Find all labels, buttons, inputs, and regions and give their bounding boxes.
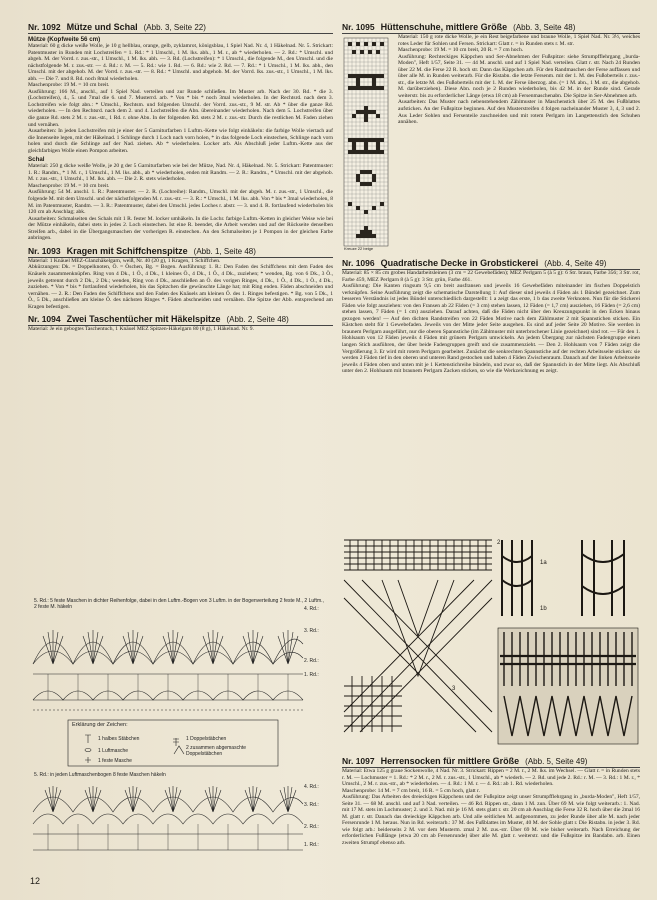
legend-item: 1 feste Masche: [98, 758, 132, 764]
page-number: 12: [30, 876, 41, 886]
heading-1095: [342, 22, 640, 34]
pattern-number: Nr. 1096: [342, 258, 375, 268]
subheading-muetze: Mütze (Kopfweite 56 cm): [28, 36, 101, 43]
paragraph: Ausarbeiten: Schmalseiten des Schals mit 1 R. fester M. locker umhäkeln. In die Lochr. farbige Luftm.-Ketten in gleicher Weise wie bei der Mütze einhäkeln, dabei stets in jedes 2. Loch einstechen. Ist eine R. beendet, die Arbeit wenden und auf der Rückseite denselben Streifen arb., dabei in die Übergangsmaschen der vorherigen R. einstechen. An den Schmalseiten je 1 Pompon in der gleichen Farbe anbringen.: [28, 215, 333, 242]
knot-diagram-1a: [502, 540, 624, 616]
row-label: 3. Rd.:: [304, 628, 319, 634]
row-label: 3. Rd.:: [304, 802, 319, 808]
paragraph: Ausarbeiten: Das Muster nach nebenstehendem Zählmuster in Maschenstich über 25 M. des Fußblattes aufsticken. An der Fußspitze beginnen. Auf den Musterstreifen 4 folgen nacheinander Muster 3, 4, 3 und 2. Aus Leder Sohlen und Fersenteile zuschneiden und mit rotem Perlgarn im Langettenstich den Schuhen annähen.: [398, 99, 640, 126]
paragraph: Material: Je ein gebogtes Taschentuch, 1 Knäuel MEZ Spitzen-Häkelgarn 80 (8 g), 1 Häkelnad. Nr. 9.: [28, 326, 254, 333]
row-label: 4. Rd.:: [304, 784, 319, 790]
chart-key: Kreuze 22 beige: [344, 246, 374, 251]
row-label: 1. Rd.:: [304, 672, 319, 678]
paragraph: Maschenprobe: 19 M. = 10 cm breit, 20 R. = 7 cm hoch.: [398, 47, 524, 54]
legend-item: 1 Luftmasche: [98, 748, 129, 754]
paragraph: Material: 150 g rote dicke Wolle, je ein Rest beigefarbene und braune Wolle, 1 Spiel Nad. Nr. 3½, weiches rotes Leder für Sohlen und Fersen. Strickart: Glatt r. = in Runden stets r. M. str.: [398, 34, 640, 47]
s1095-text: [398, 34, 640, 254]
paragraph: Material: 85 × 85 cm grobes Handarbeitsleinen (3 cm = 22 Gewebefäden); MEZ Perlgarn 5 (à 5 g): 6 Str. braun, Farbe 356; 3 Str. rot, Farbe 459, MEZ Perlgarn 8 (à 5 g): 3 Str. grün, Farbe 461.: [342, 270, 640, 283]
pattern-number: Nr. 1094: [28, 314, 61, 325]
paragraph: Material: 250 g dicke weiße Wolle, je 20 g der 5 Garniturfarben wie bei der Mütze, Nad. Nr. 4, Häkelnad. Nr. 5. Strickart: Patentmuster: 1. R.: Randm., * 1 M. r., 1 Umschl., 1 M. lks. abh., ab * wiederholen, enden mit Randm. — 2. R.: Randm., * Umschl. mit der abgehob. M. r. zus.-str., 1 Umschl., 1 M. lks. abh. — Die 2. R. stets wiederholen.: [28, 163, 333, 183]
pattern-reference: (Abb. 2, Seite 48): [226, 315, 289, 325]
pattern-number: Nr. 1093: [28, 245, 61, 256]
pattern-number: Nr. 1092: [28, 22, 61, 32]
row-label: 1. Rd.:: [304, 842, 319, 848]
pattern-number: Nr. 1097: [342, 756, 375, 766]
paragraph: Material: 1 Knäuel MEZ-Glanzhäkelgarn, weiß, Nr. 40 (20 g), 1 Kragen, 1 Schiffchen.: [28, 257, 221, 264]
embroidery-figure: [342, 536, 640, 748]
heading-1096: [342, 258, 640, 270]
paragraph: Abkürzungen: Dk. = Doppelknoten, Ö. = Öschen, Bg. = Bogen. Ausführung: 1. R.: Den Faden des Schiffchens mit dem Faden des Knäuels zusammenknüpfen. Ring von 4 Dk., 1 Ö., 4 Dk., 1 kleines Ö., 4 Dk., 1 Ö., 4 Dk., zuziehen; * wenden, Bg. von 6 Dk., 3 Ö., jeweils getrennt durch 2 Dk., 2 Dk.; wenden, Ring von 4 Dk., anschließen an Ö. des vorigen Ringes, 4 Dk., 1 Ö., 4 Dk., 1 Ö., 4 Dk., zuziehen. * Von * bis * fortlaufend wiederholen, bis das Spitzchen die gewünschte Länge hat; mit Ring enden. Fäden abschneiden und vernähen. — 2. R.: Den Faden des Schiffchens und den Faden des Knäuels am kleinen Ö. des 1. Ringes befestigen. * Bg. von 5 Dk., 1 Ö., 5 Dk., anschließen am kleine Ö. des nächsten Ringes *. Fäden abschneiden und vernähen. Die Spitze der Abb. entsprechend am Kragen befestigen.: [28, 264, 333, 310]
paragraph: Ausführung: 166 M., anschl., auf 1 Spiel Nad. verteilen und zur Runde schließen. Im Muster arb. Nach der 30. Rd. * die 3. (Lochstreifen), 4., 5. und 7mal die 6. und 7. Musterrd. arb. * Von * bis * noch 3mal wiederholen. In der Rechtsrd. nach dem 3. Lochstreifen wie folgt abn.: * Umschl., Rechtsm. und folgenden Umschl. der Vorrd. zus.-str., 9 M. str. Ab * über die ganze Rd. wiederholen. — In den Rechtsrd. nach dem 2. und 4. Lochstreifen die Abn. übereinander wiederholen. Nach dem 5. Lochstreifen über die ganze Rd. stets 2 M. r. zus.-str., 1 Rd. r. ohne Abn. In der folgenden Rd. stets 2 M. r. zus.-str. Durch die restlichen M. Faden ziehen und vernähen.: [28, 88, 333, 128]
right-column-bottom: [342, 752, 640, 847]
crochet-chart-svg: [28, 598, 333, 868]
embroidery-svg: [342, 536, 640, 748]
diagram-caption-top: 5. Rd.: 5 feste Maschen in dichter Reihenfolge, dabei in den Luftm.-Bogen von 3 Luftm. in der Bogenverteilung 2 feste M., 2 Luftm., 2 feste M. häkeln: [34, 598, 324, 610]
pattern-title: Herrensocken für mittlere Größe: [380, 756, 520, 766]
paragraph: Maschenprobe: 14 M. = 7 cm breit, 16 R. = 5 cm hoch, glatt r.: [342, 787, 480, 794]
row-label: 2. Rd.:: [304, 658, 319, 664]
paragraph: Ausarbeiten: In jeden Lochstreifen mit je einer der 5 Garniturfarben 1 Luftm.-Kette wie folgt einhäkeln: die farbige Wolle viertach auf die Innenseite legen, mit der Häkelnad. 1 Schlinge durch 1 Loch nach vorn holen, * in das folgende Loch einstechen, Schlinge nach vorn holen und durch die Schlinge auf der Nad. ziehen. Ab * wiederholen. Locker arb. Als Abschluß jeder Luftm.-Kette aus der gleichfarbigen Wolle einen Pompon arbeiten.: [28, 128, 333, 154]
right-column: [342, 18, 640, 375]
legend-title: Erklärung der Zeichen:: [72, 722, 128, 728]
heading-1093: [28, 246, 333, 258]
legend-item: 2 zusammen abgemaschte Doppelstäbchen: [186, 745, 247, 757]
pattern-reference: (Abb. 1, Seite 48): [193, 246, 256, 256]
crochet-edging-top: [33, 630, 303, 710]
pattern-reference: (Abb. 3, Seite 48): [513, 23, 576, 32]
pattern-title: Mütze und Schal: [66, 22, 138, 32]
pattern-number: Nr. 1095: [342, 22, 375, 32]
paragraph: Maschenprobe: 19 M. = 10 cm breit.: [28, 82, 110, 89]
figure-label: 3: [452, 686, 456, 692]
heading-1097: [342, 756, 640, 768]
legend-item: 1 halbes Stäbchen: [98, 736, 140, 742]
figure-label: 1a: [540, 560, 547, 566]
row-label: 4. Rd.:: [304, 606, 319, 612]
heading-1094: [28, 314, 333, 326]
paragraph: Ausführung: Die Kanten ringsum 9,5 cm breit ausfransen und jeweils 16 Gewebefäden miteinander im fischen Doppelstich verknüpfen. Seine Ausführung zeigt die schematische Darstellung 1: Auf dieser sind jeweils 4 Fäden als 1 Bündel gezeichnet. Zum besseren Verständnis ist jedes Bündel unterschiedlich dargestellt: 1 a zeigt das erste, 1 b das zweite Verknoten. Nun für die Stickerei Fäden wie folgt ausziehen: von den Fransen ab 22 Fäden (= 3 cm) stehen lassen, 12 Fäden (= 1,7 cm) ausziehen, 16 Fäden (= 2,6 cm) stehen lassen, 7 Fäden (= 1 cm) ausziehen. Darauf achten, daß die Fäden nicht über den Kreuzungspunkt in den Ecken hinaus gezogen werden! — Auf den dichten Randstreifen von 22 Fäden Motive nach dem Zählmuster 2 mit Spannstichen sticken. Ein Kästchen steht für 1 Gewebefaden. Jeweils von der Mitte jeder Seite ausgehen. Es sind auf jeder Seite 20 Motive. Sie werden in braunem Perlgarn ausgeführt, nur die oberen Spannstiche (im Zählmuster mit unterbrochener Linie gezeichnet) sind rot. — Für den 1. Hohlsaum von 12 Fäden jeweils 4 Fäden mit grünem Perlgarn umwickeln. An jedem Übergang zur nächsten Fadengruppe einen langen Stich ausführen, der über beide Fadengruppen greift und sie zusammenzieht. — Den 2. Hohlsaum von 7 Fäden zeigt die Vergrößerung 3. Er wird mit rotem Perlgarn gearbeitet. Zunächst die senkrechten Spannstiche auf der rechten Arbeitsseite sticken: sie werden 2 Fäden tief in den oberen und unteren Rand gestochen und haben 4 Fäden Zwischenraum. Danach auf der linken Arbeitsseite jeweils 4 Fäden oben und unten mit je 1 Kettenstichreihe bündeln, und zwar so, daß der Spannstich in der Mitte liegt. Als Abschluß unter den 2. Hohlsaum mit braunem Perlgarn Zacken sticken, so wie die Werkzeichnung es zeigt.: [342, 283, 640, 375]
crochet-edging-bottom: [33, 786, 303, 850]
pattern-title: Quadratische Decke in Grobstickerei: [380, 258, 539, 268]
counting-chart: [342, 34, 392, 254]
paragraph: Material: 60 g dicke weiße Wolle, je 10 g hellblau, orange, gelb, zyklamrot, königsblau, 1 Spiel Nad. Nr. 4, 1 Häkelnad. Nr. 5. Strickart: Patentmuster in Runden mit Lochstreifen = 1. Rd.: * 1 Umschl., 1 M. lks. abh., 1 M. r., ab * wiederholen. — 2. Rd.: * Umschl. und abgeh. M. der Vorrd. r. zus.-str., 1 Umschl., 1 M. lks. abh. — 3. Rd. (Lochstreifen): * 1 Umschl., die folgende M., den Umschl. und die nächstfolgende M. r. zus.-str. — 4. Rd.: r. M. — 5. Rd.: wie 1. Rd. — 6. Rd.: wie 2. Rd. — 7. Rd.: * 1 Umschl., 1 M. lks. abh., den Umschl. mit der abgehob. M. der Vorrd. r. zus.-str. — 8. Rd.: * Umschl. und abgehob. M. der Vorrd. lks. zus.-str., 1 Umschl., 1 M. lks. abh. — Die 7. und 8. Rd. noch 8mal wiederholen.: [28, 43, 333, 82]
paragraph: Ausführung: Rechteckiges Käppchen und Ser-Abnehmen der Fußspitze: siehe Strumpfflehrgang „burda-Moden", Heft 1/57, Seite 31. — 44 M. anschl. und auf 1 Spiel Nad. verteilen. Glatt r. str. Nach 24 Runden über 22 M. die Ferse 22 R. hoch str. Dann das Käppchen arb. Für den Randmaschen der Ferse auffassen und über alle M. in Runden weiterarb. Für die Ristabn. die letzte Fersenm. mit der 1. M. des Fußoberteils r. zus.-str., die letzte M. des Fußoberteils mit der 1. M. der Ferse überzog. abn. (= 1 M. abn., 1 M. str., die abgehob. M. darüberziehen). Diese Abn. noch je 2 Runden wiederholen, bis 42 M. in der Runde sind. Gerade weiterstr. bis zu erforderlicher Länge (etwa 18 cm) ab Fersenmaschenabn. Die Spitze in Ser-Abnehmen arb.: [398, 53, 640, 99]
pattern-reference: (Abb. 4, Seite 49): [544, 259, 607, 268]
pattern-reference: (Abb. 5, Seite 49): [525, 757, 588, 766]
crochet-diagram: [28, 598, 333, 868]
pattern-title: Zwei Taschentücher mit Häkelspitze: [66, 314, 221, 325]
figure-label: 2: [497, 540, 501, 546]
subheading-schal: Schal: [28, 156, 45, 164]
drawn-thread-grid: [344, 540, 492, 732]
left-column: [28, 18, 333, 333]
heading-1092: [28, 22, 333, 34]
paragraph: Ausführung: 54 M. anschl. 1. R.: Patentmuster. — 2. R. (Lochreihe): Randm., Umschl. mit der abgeh. M. r. zus.-str., 1 Umschl., die folgende M. mit dem Umschl. und der nächstfolgenden M. r. zus.-str. — 3. R.: * Umschl., 1 M. lks. abh. Von * bis * 3mal wiederholen, 8 M. im Patentmuster, Randm. — 3. R.: Patentmuster, dabei den Umschl. jedes Loches r. abstr. — 3. und 4. R. fortlaufend wiederholen bis 120 cm ab Anschlag; abk.: [28, 189, 333, 216]
paragraph: Ausführung: Das Arbeiten des dreieckigen Käppchens und der Fußspitze zeigt unser Strumpfflehrgang in „burda-Moden", Heft 1/57, Seite 31. — 68 M. anschl. und auf 3 Nad. verteilen. — 46 Rd. Rippen str., dann 1 M. zun. Über 69 M. wie folgt weiterarb.: 1. Nad. mit 17 M. stets im Lochmuster; 2. und 3. Nad. mit je 16 M. stets glatt r. str. 20 cm ab Anschlag die Ferse 32 R. hoch über die 2mal 16 M. glatt r. str. Danach das dreieckige Käppchen arb. Und alle seitlichen M. aufgenommen, zu jeder Runde über alle M. nach jeder Fersenrunde 1 M. heraus. Nun in Rd. weiterarb.: 37 M. des Fußblattes im Muster, 40 M. der Sohle glatt r. Die Ristabn. in jeder 3. Rd. wie folgt arb.: beiderseits 2 M. vor dem Musterm. zmal 2 M. zus.-str. Über 69 M. wie bisher weiterarb. Nach Erreichung der erforderlichen Fußlänge (etwa 20 cm ab Fersenrunde) über alle M. glatt r. weiterstr. und die Fußspitze im Bandabn. arb. Einen zweiten Strumpf ebenso arb.: [342, 794, 640, 847]
pattern-reference: (Abb. 3, Seite 22): [143, 23, 206, 32]
paragraph: Maschenprobe: 19 M. = 10 cm breit.: [28, 182, 110, 189]
pattern-title: Kragen mit Schiffchenspitze: [66, 245, 188, 256]
paragraph: Material: Etwa 125 g graue Sockenwolle, 4 Nad. Nr. 3. Strickart: Rippen = 2 M. r., 2 M. lks. im Wechsel. — Glatt r. = in Runden stets r. M. — Lochmuster = 1. Rd.: * 2 M. r., 2 M. r. zus.-str., 1 Umschl., ab * wiederh. — 2. Rd. und jede 2. Rd.: r. M. — 3. Rd.: 1 M. r., * Umschl., 2 M. r. zus.-str., ab * wiederholen. — 4. Rd.: 1 M. r. — 4. Rd.: ab 1. Rd. wiederholen.: [342, 768, 640, 788]
legend-item: 1 Doppelstäbchen: [186, 736, 227, 742]
s1095-body: [342, 34, 640, 254]
figure-label: 1b: [540, 606, 547, 612]
row-label: 2. Rd.:: [304, 824, 319, 830]
slipper-chart-svg: [342, 34, 392, 254]
diagram-caption-bottom: 5. Rd.: in jeden Luftmaschenbogen 8 feste Maschen häkeln: [34, 772, 166, 778]
pattern-title: Hüttenschuhe, mittlere Größe: [380, 22, 508, 32]
